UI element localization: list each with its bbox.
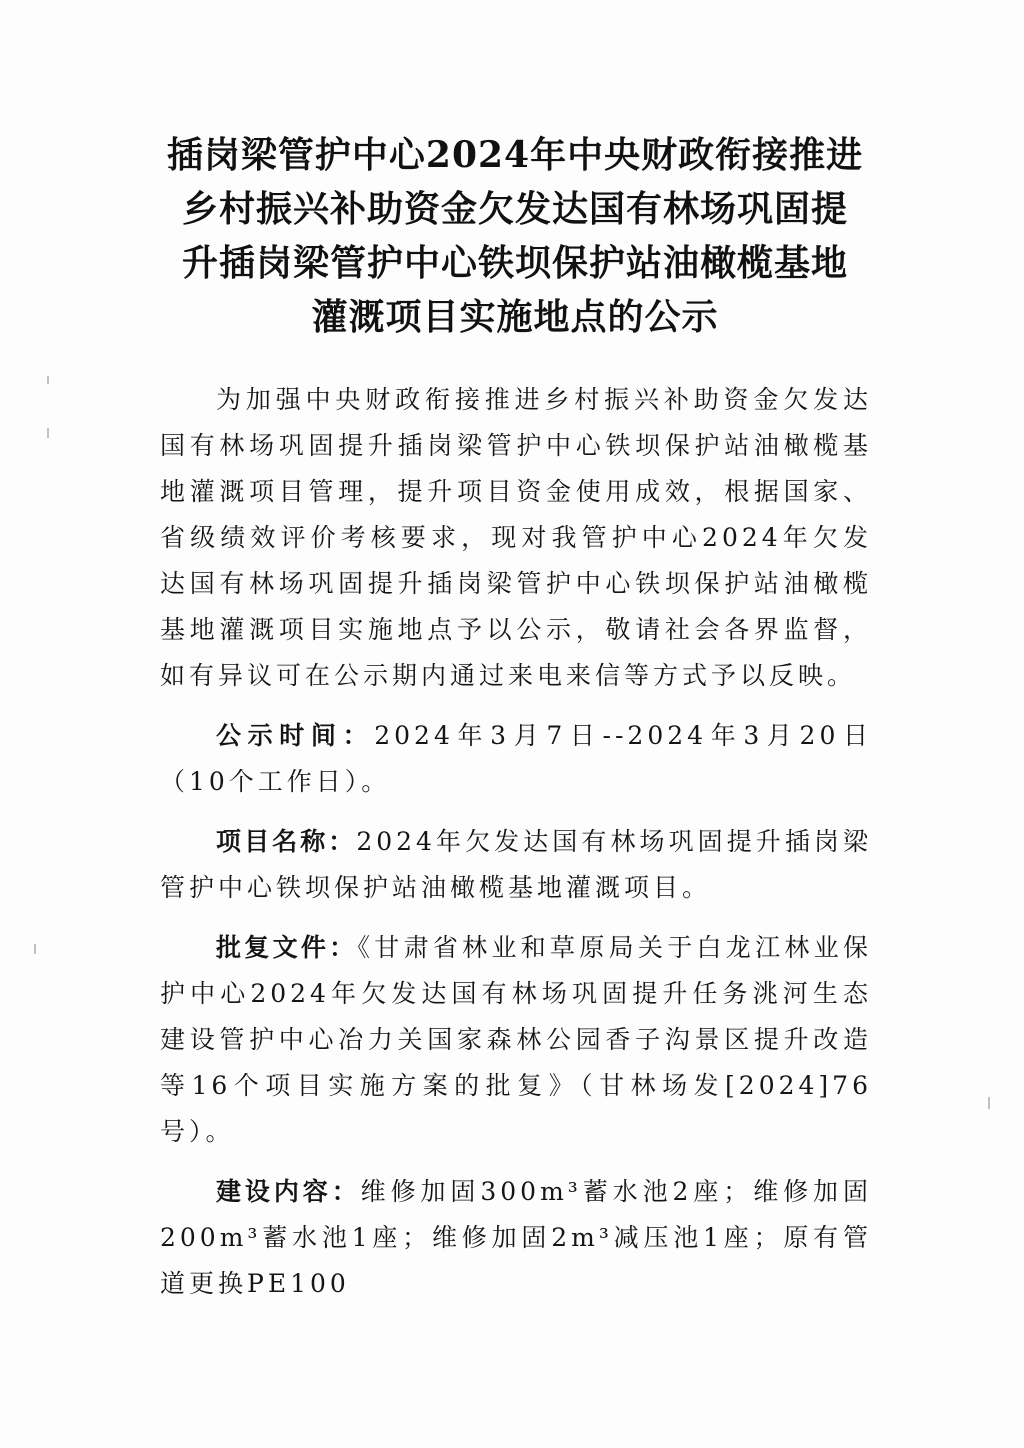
title-line-3: 升插岗梁管护中心铁坝保护站油橄榄基地 [181, 242, 848, 284]
construction-content-label: 建设内容： [216, 1177, 361, 1206]
title-line-2: 乡村振兴补助资金欠发达国有林场巩固提 [181, 188, 848, 230]
project-name-label: 项目名称： [216, 827, 357, 856]
project-name-paragraph [160, 819, 872, 911]
document-body [160, 377, 872, 1321]
scan-mark [34, 944, 36, 954]
approval-document-label: 批复文件： [216, 933, 358, 962]
approval-document-paragraph [160, 925, 872, 1155]
project-name-text: 2024年欠发达国有林场巩固提升插岗梁管护中心铁坝保护站油橄榄基地灌溉项目。 [160, 827, 872, 902]
notice-period-paragraph [160, 713, 872, 805]
intro-paragraph: 为加强中央财政衔接推进乡村振兴补助资金欠发达国有林场巩固提升插岗梁管护中心铁坝保护站油橄榄基地灌溉项目管理，提升项目资金使用成效，根据国家、省级绩效评价考核要求，现对我管护中心2024年欠发达国有林场巩固提升插岗梁管护中心铁坝保护站油橄榄基地灌溉项目实施地点予以公示，敬请社会各界监督，如有异议可在公示期内通过来电来信等方式予以反映。 [160, 385, 872, 690]
construction-content-text: 维修加固300m³蓄水池2座；维修加固200m³蓄水池1座；维修加固2m³减压池1座；原有管道更换PE100 [160, 1177, 872, 1298]
approval-document-text: 《甘肃省林业和草原局关于白龙江林业保护中心2024年欠发达国有林场巩固提升任务洮河生态建设管护中心冶力关国家森林公园香子沟景区提升改造等16个项目实施方案的批复》（甘林场发[2024]76号）。 [160, 933, 872, 1146]
title-line-1: 插岗梁管护中心2024年中央财政衔接推进 [166, 134, 864, 176]
title-line-4: 灌溉项目实施地点的公示 [311, 296, 719, 338]
notice-period-label: 公示时间： [216, 721, 375, 750]
construction-content-paragraph [160, 1169, 872, 1307]
document-title [150, 128, 880, 344]
scan-mark [988, 1097, 990, 1109]
scan-mark [47, 428, 49, 438]
notice-period-text: 2024年3月7日--2024年3月20日（10个工作日）。 [160, 721, 872, 796]
scan-mark [47, 376, 49, 384]
